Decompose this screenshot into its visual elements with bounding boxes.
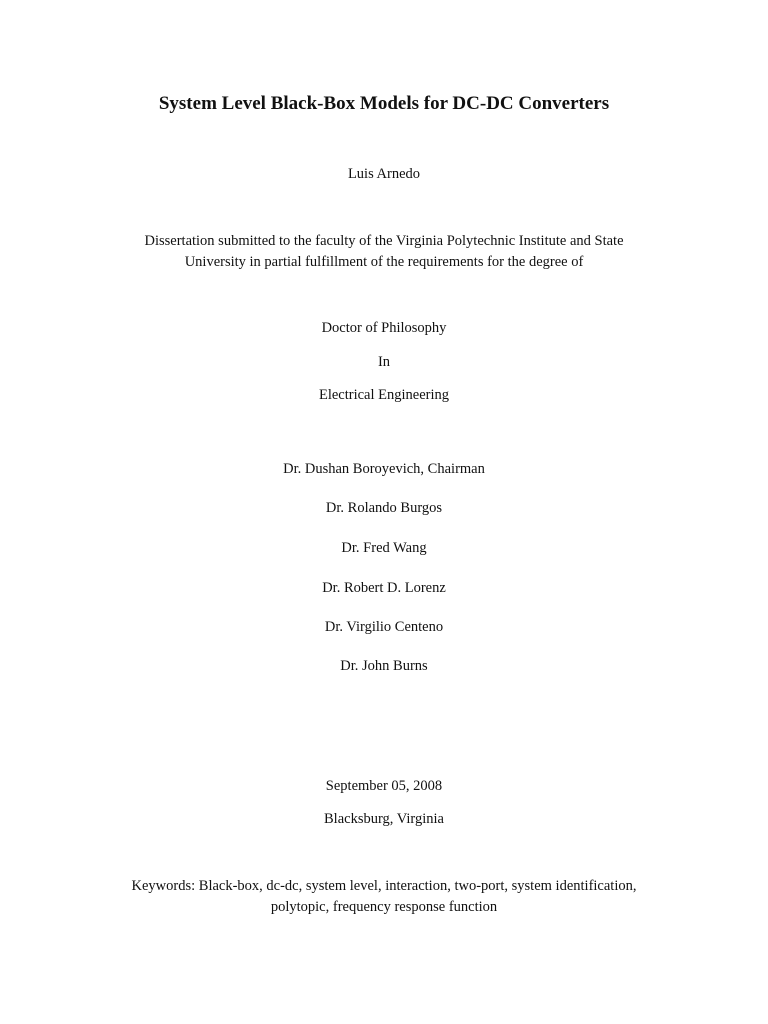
submission-statement-line-2: University in partial fulfillment of the requirements for the degree of	[184, 254, 584, 270]
committee-member: Dr. Virgilio Centeno	[324, 619, 444, 635]
submission-statement-line-1: Dissertation submitted to the faculty of the Virginia Polytechnic Institute and State	[144, 233, 624, 249]
keywords-line-1: Keywords: Black-box, dc-dc, system level, interaction, two-port, system identification,	[131, 878, 637, 894]
author-name: Luis Arnedo	[347, 166, 421, 182]
submission-location: Blacksburg, Virginia	[324, 811, 444, 827]
degree-field: Electrical Engineering	[318, 387, 450, 403]
committee-member-chair: Dr. Dushan Boroyevich, Chairman	[283, 461, 485, 477]
degree-name: Doctor of Philosophy	[321, 320, 447, 336]
submission-date: September 05, 2008	[325, 778, 443, 794]
committee-member: Dr. John Burns	[340, 658, 428, 674]
keywords-line-2: polytopic, frequency response function	[270, 899, 498, 915]
committee-member: Dr. Robert D. Lorenz	[322, 580, 446, 596]
degree-connector: In	[377, 354, 391, 370]
committee-member: Dr. Fred Wang	[341, 540, 427, 556]
committee-member: Dr. Rolando Burgos	[325, 500, 443, 516]
dissertation-title: System Level Black-Box Models for DC-DC Converters	[158, 93, 610, 114]
